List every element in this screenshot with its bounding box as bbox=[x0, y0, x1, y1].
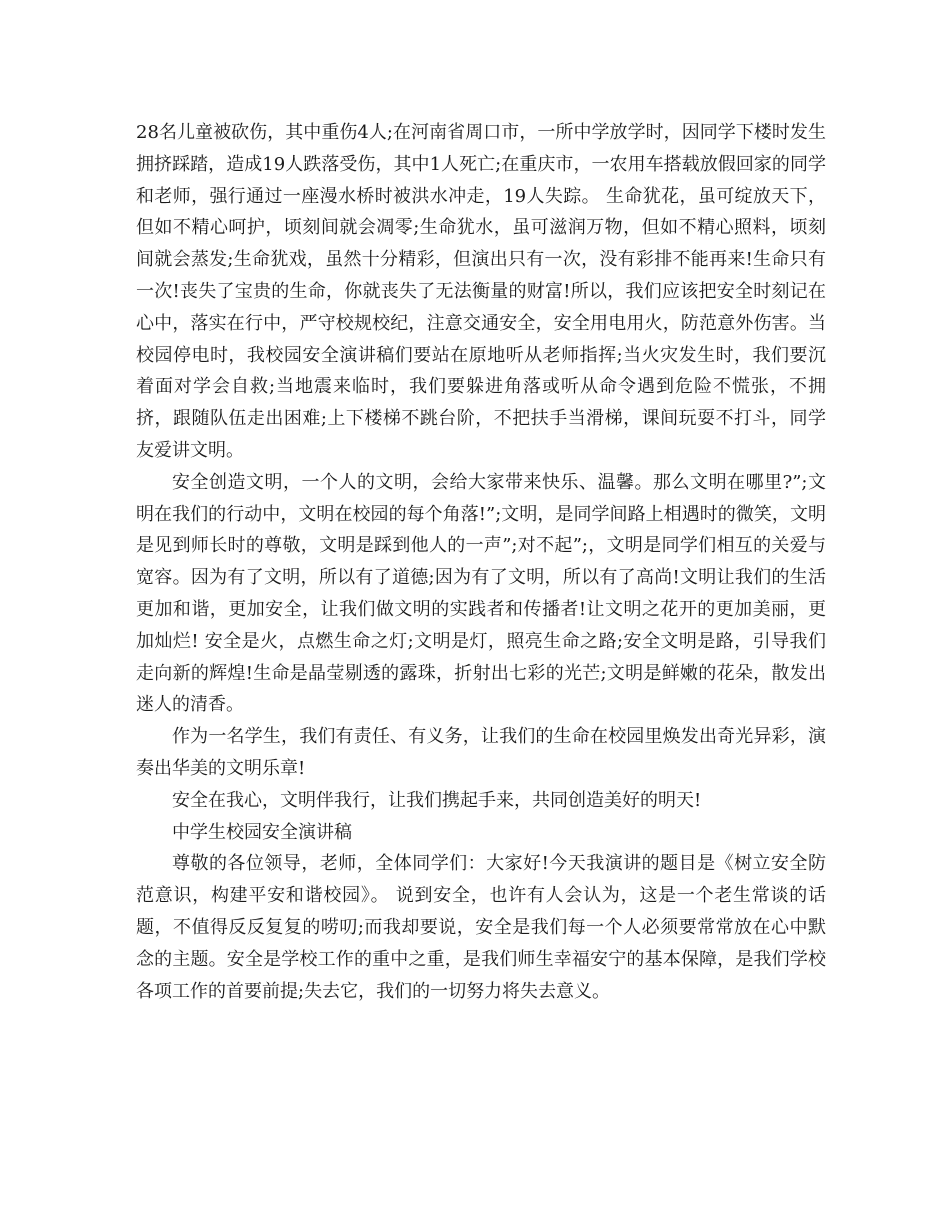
document-body bbox=[136, 117, 826, 1007]
paragraph-1: 28名儿童被砍伤，其中重伤4人;在河南省周口市，一所中学放学时，因同学下楼时发生拥挤踩踏，造成19人跌落受伤，其中1人死亡;在重庆市，一农用车搭载放假回家的同学 和老师，强行通过一座漫水桥时被洪水冲走，19人失踪。 生命犹花，虽可绽放天下，但如不精心呵护，顷刻间就会凋零;生命犹水，虽可滋润万物，但如不精心照料，顷刻间就会蒸发;生命犹戏，虽然十分精彩，但演出只有一次，没有彩排不能再来!生命只有一次!丧失了宝贵的生命，你就丧失了无法衡量的财富!所以，我们应该把安全时刻记在心中，落实在行中，严守校规校纪，注意交通安全，安全用电用火，防范意外伤害。当校园停电时，我校园安全演讲稿们要站在原地听从老师指挥;当火灾发生时，我们要沉着面对学会自救;当地震来临时，我们要躲进角落或听从命令遇到危险不慌张，不拥挤，跟随队伍走出困难;上下楼梯不跳台阶，不把扶手当滑梯，课间玩耍不打斗，同学友爱讲文明。 bbox=[136, 122, 826, 461]
section-heading: 中学生校园安全演讲稿 bbox=[172, 821, 352, 843]
paragraph-4: 安全在我心，文明伴我行，让我们携起手来，共同创造美好的明天! bbox=[172, 789, 702, 811]
paragraph-5: 尊敬的各位领导，老师，全体同学们：大家好!今天我演讲的题目是《树立安全防范意识，构建平安和谐校园》。 说到安全，也许有人会认为，这是一个老生常谈的话题，不值得反反复复的唠叨;而我却要说，安全是我们每一个人必须要常常放在心中默念的主题。安全是学校工作的重中之重，是我们师生幸福安宁的基本保障，是我们学校各项工作的首要前提;失去它，我们的一切努力将失去意义。 bbox=[136, 853, 826, 1002]
paragraph-3: 作为一名学生，我们有责任、有义务，让我们的生命在校园里焕发出奇光异彩，演奏出华美的文明乐章! bbox=[136, 726, 826, 779]
paragraph-2: 安全创造文明，一个人的文明，会给大家带来快乐、温馨。那么文明在哪里?”;文明在我们的行动中，文明在校园的每个角落!”;文明，是同学间路上相遇时的微笑，文明是见到师长时的尊敬，文明是踩到他人的一声”;对不起”;，文明是同学们相互的关爱与宽容。因为有了文明，所以有了道德;因为有了文明，所以有了高尚!文明让我们的生活更加和谐，更加安全，让我们做文明的实践者和传播者!让文明之花开的更加美丽，更加灿烂! 安全是火，点燃生命之灯;文明是灯，照亮生命之路;安全文明是路，引导我们走向新的辉煌!生命是晶莹剔透的露珠，折射出七彩的光芒;文明是鲜嫩的花朵，散发出迷人的清香。 bbox=[136, 471, 826, 716]
